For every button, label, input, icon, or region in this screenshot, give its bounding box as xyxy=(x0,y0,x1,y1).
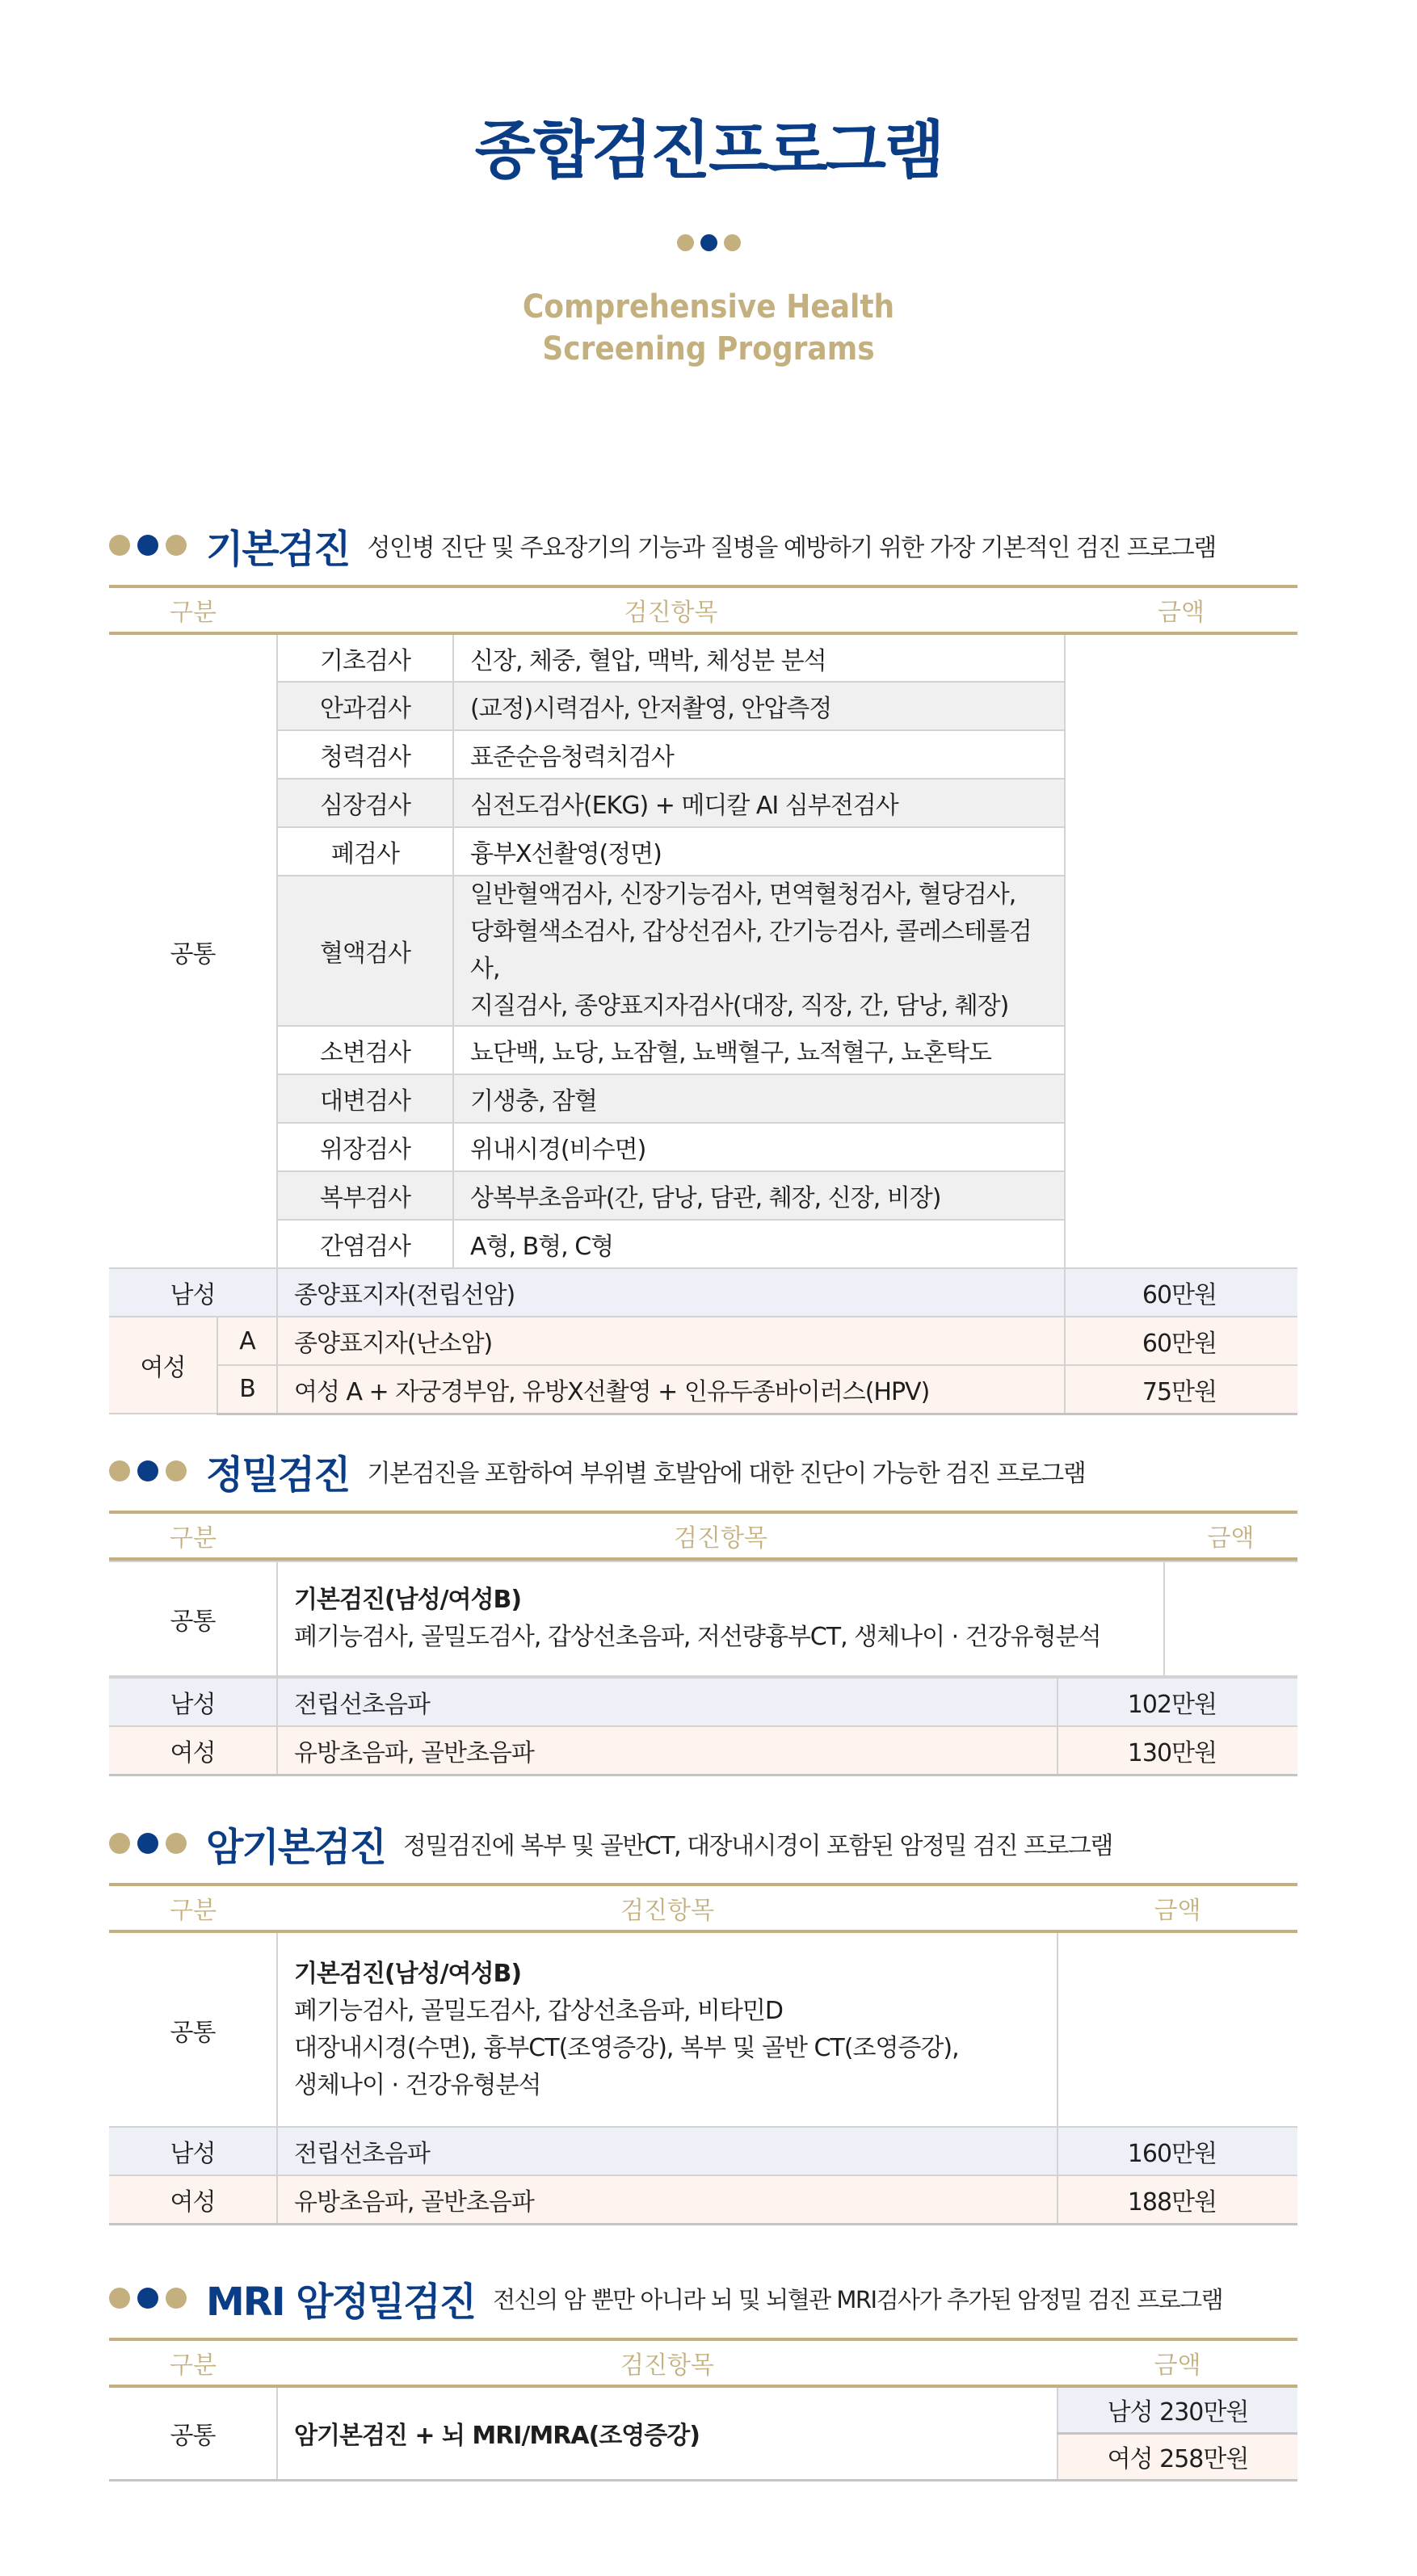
section-description: 정밀검진에 복부 및 골반CT, 대장내시경이 포함된 암정밀 검진 프로그램 xyxy=(402,1832,1112,1860)
exam-detail-line: 지질검사, 종양표지자검사(대장, 직장, 간, 담낭, 췌장) xyxy=(470,992,1009,1020)
male-price: 160만원 xyxy=(1057,2127,1297,2175)
male-label: 남성 xyxy=(109,1678,277,1726)
common-price-empty xyxy=(1065,633,1297,1268)
female-price: 188만원 xyxy=(1057,2175,1297,2224)
section-title: MRI 암정밀검진 xyxy=(206,2279,476,2325)
col-header-price: 금액 xyxy=(1065,586,1297,633)
exam-detail: (교정)시력검사, 안저촬영, 안압측정 xyxy=(453,682,1065,730)
dot-gold-icon xyxy=(724,234,741,251)
female-row-b xyxy=(109,1365,1297,1414)
basic-section xyxy=(109,517,1297,1415)
section-dots xyxy=(109,1833,187,1854)
subtitle-line-2: Screening Programs xyxy=(542,330,875,368)
section-header xyxy=(109,517,1297,574)
exam-name: 혈액검사 xyxy=(277,876,453,1026)
male-label: 남성 xyxy=(109,1268,277,1317)
section-dots xyxy=(109,535,187,556)
dot-gold-icon xyxy=(166,1460,187,1481)
dot-navy-icon xyxy=(137,2288,158,2309)
female-detail-a: 종양표지자(난소암) xyxy=(277,1317,1065,1365)
common-detail-title: 기본검진(남성/여성B) xyxy=(294,1959,522,1988)
col-header-items: 검진항목 xyxy=(277,586,1065,633)
common-price-empty xyxy=(1057,1931,1297,2127)
female-detail: 유방초음파, 골반초음파 xyxy=(277,1726,1057,1775)
female-label: 여성 xyxy=(109,1317,217,1414)
section-description: 전신의 암 뿐만 아니라 뇌 및 뇌혈관 MRI검사가 추가된 암정밀 검진 프로그램 xyxy=(493,2285,1223,2313)
exam-detail: 신장, 체중, 혈압, 맥박, 체성분 분석 xyxy=(453,633,1065,682)
precision-body-table xyxy=(109,1561,1297,1677)
section-header xyxy=(109,1443,1297,1499)
female-price: 130만원 xyxy=(1057,1726,1297,1775)
dot-gold-icon xyxy=(677,234,694,251)
female-price-b: 75만원 xyxy=(1065,1365,1297,1414)
table-header-row xyxy=(109,2339,1297,2386)
cancer-section xyxy=(109,1815,1297,2225)
table-header-row xyxy=(109,1885,1297,1931)
exam-detail: A형, B형, C형 xyxy=(453,1220,1065,1268)
col-header-category: 구분 xyxy=(109,2339,277,2386)
exam-name: 대변검사 xyxy=(277,1074,453,1123)
exam-name: 복부검사 xyxy=(277,1171,453,1220)
male-price: 남성 230만원 xyxy=(1057,2386,1297,2433)
common-detail-line: 생체나이 · 건강유형분석 xyxy=(294,2070,541,2099)
male-detail: 전립선초음파 xyxy=(277,1678,1057,1726)
dot-gold-icon xyxy=(166,2288,187,2309)
common-detail-line: 폐기능검사, 골밀도검사, 갑상선초음파, 저선량흉부CT, 생체나이 · 건강유형분석 xyxy=(294,1623,1101,1651)
female-detail: 유방초음파, 골반초음파 xyxy=(277,2175,1057,2224)
exam-detail: 흉부X선촬영(정면) xyxy=(453,827,1065,876)
male-price: 60만원 xyxy=(1065,1268,1297,1317)
cancer-table xyxy=(109,1883,1297,2225)
col-header-category: 구분 xyxy=(109,586,277,633)
common-label: 공통 xyxy=(109,2386,277,2480)
female-code-b: B xyxy=(217,1365,277,1414)
dot-gold-icon xyxy=(166,1833,187,1854)
col-header-items: 검진항목 xyxy=(277,2339,1057,2386)
dot-gold-icon xyxy=(109,535,130,556)
common-label: 공통 xyxy=(109,1561,277,1676)
common-detail-title: 기본검진(남성/여성B) xyxy=(294,1586,522,1614)
female-label: 여성 xyxy=(109,2175,277,2224)
exam-detail: 위내시경(비수면) xyxy=(453,1123,1065,1171)
col-header-price: 금액 xyxy=(1164,1512,1297,1559)
table-header-row xyxy=(109,1512,1297,1559)
common-detail: 암기본검진 + 뇌 MRI/MRA(조영증강) xyxy=(277,2386,1057,2480)
dot-gold-icon xyxy=(166,535,187,556)
common-detail xyxy=(277,1561,1164,1676)
common-row xyxy=(109,1561,1297,1676)
section-header xyxy=(109,1815,1297,1872)
exam-name: 기초검사 xyxy=(277,633,453,682)
col-header-items: 검진항목 xyxy=(277,1512,1164,1559)
female-row xyxy=(109,1726,1297,1775)
male-label: 남성 xyxy=(109,2127,277,2175)
common-detail-line: 대장내시경(수면), 흉부CT(조영증강), 복부 및 골반 CT(조영증강), xyxy=(294,2033,959,2062)
section-dots xyxy=(109,2288,187,2309)
male-price: 102만원 xyxy=(1057,1678,1297,1726)
female-detail-b: 여성 A + 자궁경부암, 유방X선촬영 + 인유두종바이러스(HPV) xyxy=(277,1365,1065,1414)
exam-detail: 심전도검사(EKG) + 메디칼 AI 심부전검사 xyxy=(453,779,1065,827)
col-header-price: 금액 xyxy=(1057,2339,1297,2386)
mri-table xyxy=(109,2338,1297,2481)
male-detail: 종양표지자(전립선암) xyxy=(277,1268,1065,1317)
dot-gold-icon xyxy=(109,1833,130,1854)
exam-name: 청력검사 xyxy=(277,730,453,779)
female-row-a xyxy=(109,1317,1297,1365)
col-header-items: 검진항목 xyxy=(277,1885,1057,1931)
dot-gold-icon xyxy=(109,2288,130,2309)
col-header-category: 구분 xyxy=(109,1885,277,1931)
common-label: 공통 xyxy=(109,1931,277,2127)
exam-detail: 상복부초음파(간, 담낭, 담관, 췌장, 신장, 비장) xyxy=(453,1171,1065,1220)
dot-navy-icon xyxy=(700,234,717,251)
precision-section xyxy=(109,1443,1297,1776)
female-row xyxy=(109,2175,1297,2224)
common-detail xyxy=(277,1931,1057,2127)
title-dots xyxy=(0,234,1417,251)
exam-name: 간염검사 xyxy=(277,1220,453,1268)
col-header-price: 금액 xyxy=(1057,1885,1297,1931)
exam-name: 폐검사 xyxy=(277,827,453,876)
exam-name: 안과검사 xyxy=(277,682,453,730)
section-description: 성인병 진단 및 주요장기의 기능과 질병을 예방하기 위한 가장 기본적인 검진 프로그램 xyxy=(367,534,1216,562)
section-title: 암기본검진 xyxy=(206,1824,385,1870)
male-row xyxy=(109,2127,1297,2175)
section-description: 기본검진을 포함하여 부위별 호발암에 대한 진단이 가능한 검진 프로그램 xyxy=(367,1460,1086,1488)
subtitle-line-1: Comprehensive Health xyxy=(522,288,895,326)
dot-navy-icon xyxy=(137,1833,158,1854)
exam-name: 심장검사 xyxy=(277,779,453,827)
common-row xyxy=(109,2386,1297,2433)
common-detail-line: 폐기능검사, 골밀도검사, 갑상선초음파, 비타민D xyxy=(294,1996,783,2025)
exam-detail: 뇨단백, 뇨당, 뇨잠혈, 뇨백혈구, 뇨적혈구, 뇨혼탁도 xyxy=(453,1026,1065,1074)
exam-name: 위장검사 xyxy=(277,1123,453,1171)
section-dots xyxy=(109,1460,187,1481)
page-title: 종합검진프로그램 xyxy=(474,115,943,187)
exam-detail: 표준순음청력치검사 xyxy=(453,730,1065,779)
female-label: 여성 xyxy=(109,1726,277,1775)
female-price-a: 60만원 xyxy=(1065,1317,1297,1365)
table-header-row xyxy=(109,586,1297,633)
dot-navy-icon xyxy=(137,1460,158,1481)
precision-gender-table xyxy=(109,1677,1297,1776)
male-row xyxy=(109,1268,1297,1317)
common-price-empty xyxy=(1164,1561,1297,1676)
section-header xyxy=(109,2270,1297,2326)
exam-detail xyxy=(453,876,1065,1026)
col-header-category: 구분 xyxy=(109,1512,277,1559)
basic-table xyxy=(109,585,1297,1415)
section-title: 기본검진 xyxy=(206,526,350,572)
common-row xyxy=(109,1931,1297,2127)
dot-gold-icon xyxy=(109,1460,130,1481)
exam-detail-line: 일반혈액검사, 신장기능검사, 면역혈청검사, 혈당검사, xyxy=(470,880,1016,909)
precision-table xyxy=(109,1511,1297,1561)
female-code-a: A xyxy=(217,1317,277,1365)
common-label: 공통 xyxy=(109,633,277,1268)
male-row xyxy=(109,1678,1297,1726)
female-price: 여성 258만원 xyxy=(1057,2433,1297,2480)
exam-detail-line: 당화혈색소검사, 갑상선검사, 간기능검사, 콜레스테롤검사, xyxy=(470,918,1032,983)
exam-name: 소변검사 xyxy=(277,1026,453,1074)
mri-section xyxy=(109,2270,1297,2481)
table-row xyxy=(109,633,1297,682)
exam-detail: 기생충, 잠혈 xyxy=(453,1074,1065,1123)
dot-navy-icon xyxy=(137,535,158,556)
male-detail: 전립선초음파 xyxy=(277,2127,1057,2175)
page-subtitle xyxy=(0,286,1417,370)
section-title: 정밀검진 xyxy=(206,1452,350,1498)
